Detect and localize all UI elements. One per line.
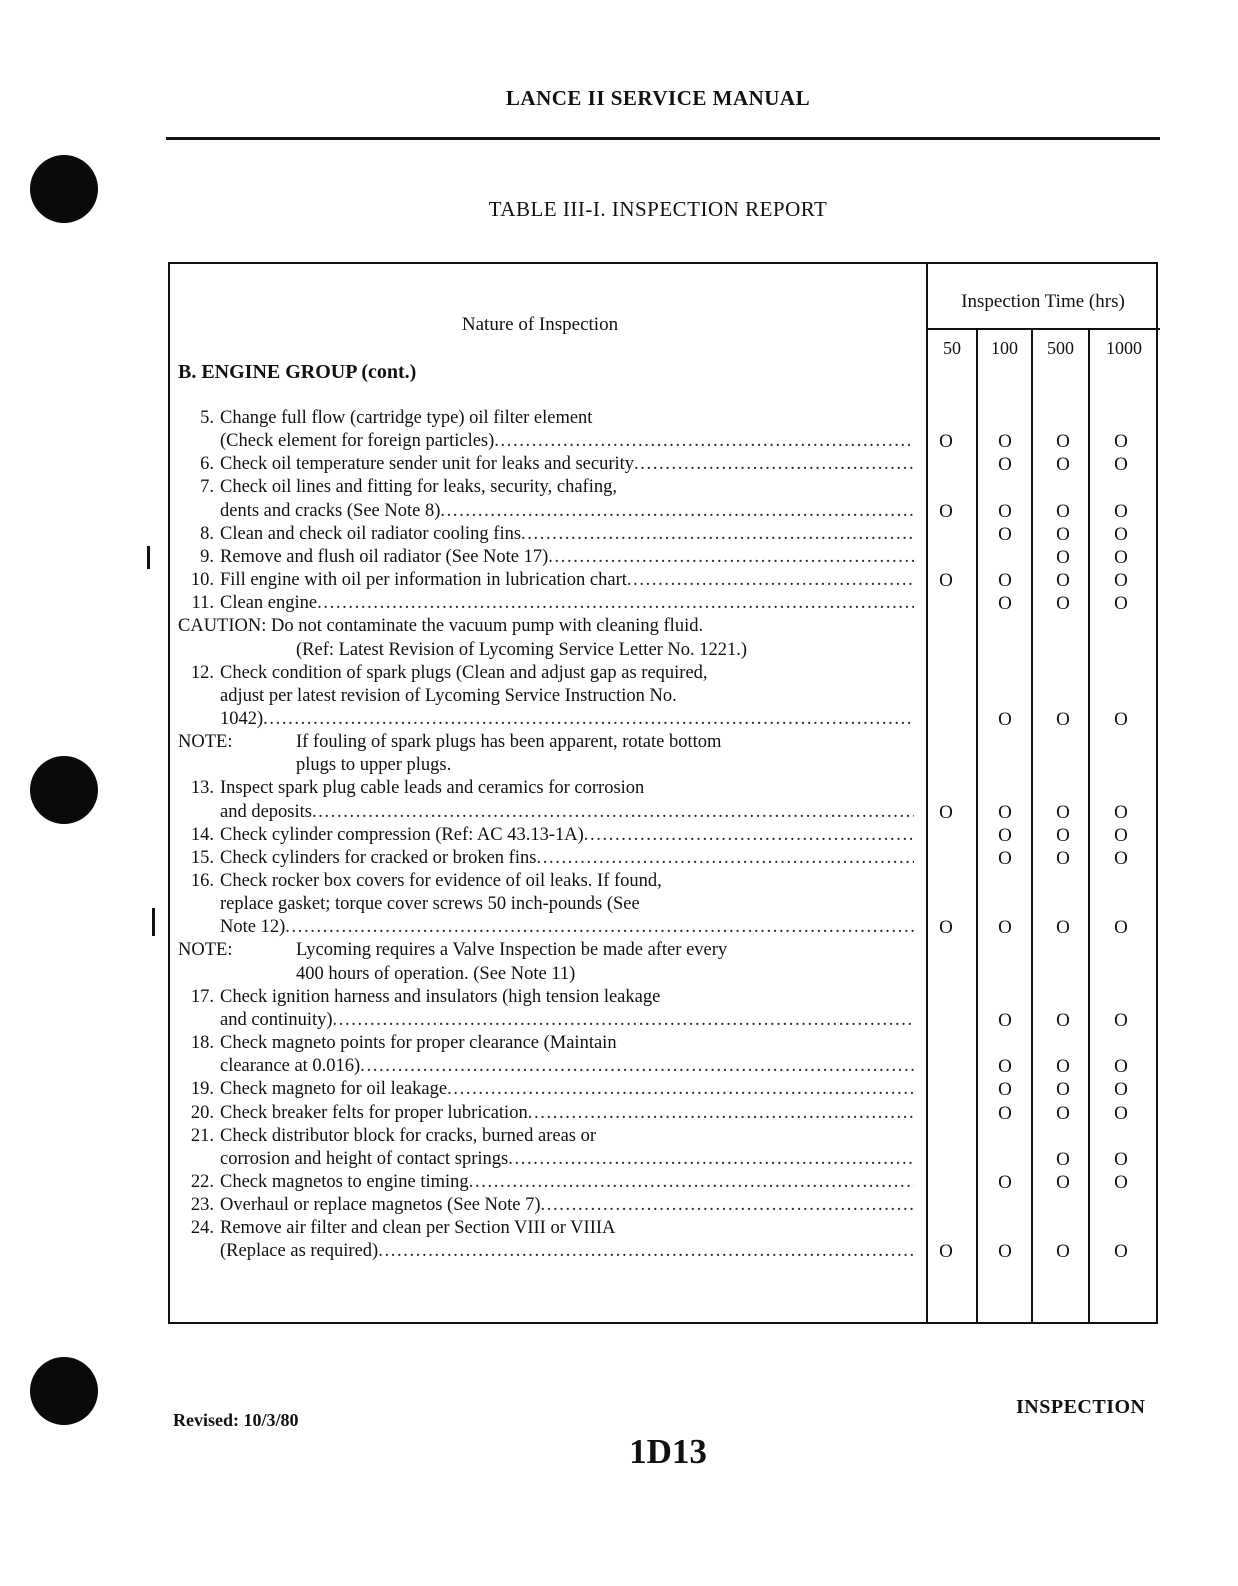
table-row	[0, 1078, 1238, 1101]
table-row	[0, 569, 1238, 592]
note-text: If fouling of spark plugs has been apparent, rotate bottom	[296, 732, 722, 752]
dot-leader	[378, 1240, 914, 1263]
item-number	[178, 500, 220, 523]
interval-mark-100: O	[998, 825, 1012, 846]
interval-mark-1000: O	[1114, 1010, 1128, 1031]
dot-leader	[584, 824, 914, 847]
interval-mark-100: O	[998, 848, 1012, 869]
note-label: NOTE:	[178, 940, 233, 960]
item-number: 24.	[190, 1218, 214, 1238]
table-row	[0, 893, 1238, 916]
section-name: INSPECTION	[1016, 1396, 1146, 1418]
table-row	[0, 407, 1238, 430]
interval-mark-100: O	[998, 1103, 1012, 1124]
inspection-item-text: and deposits	[220, 802, 312, 822]
interval-mark-1000: O	[1114, 1149, 1128, 1170]
table-row	[0, 523, 1238, 546]
inspection-item-text: Check magneto points for proper clearance (Maintain	[220, 1033, 617, 1053]
interval-mark-1000: O	[1114, 593, 1128, 614]
caution-text: (Ref: Latest Revision of Lycoming Service Letter No. 1221.)	[296, 640, 748, 660]
interval-mark-100: O	[998, 593, 1012, 614]
interval-mark-1000: O	[1114, 825, 1128, 846]
table-row	[0, 500, 1238, 523]
interval-mark-500: O	[1056, 825, 1070, 846]
inspection-item-text: Check magneto for oil leakage	[220, 1079, 448, 1099]
interval-mark-500: O	[1056, 1241, 1070, 1262]
table-row	[0, 1194, 1238, 1217]
item-number: 13.	[190, 778, 214, 798]
table-row	[0, 639, 1238, 662]
inspection-item-text: Remove air filter and clean per Section VIII or VIIIA	[220, 1218, 616, 1238]
dot-leader	[285, 916, 914, 939]
table-row	[0, 430, 1238, 453]
dot-leader	[634, 453, 914, 476]
inspection-item-text: (Replace as required)	[220, 1241, 379, 1261]
manual-title: LANCE II SERVICE MANUAL	[505, 86, 811, 110]
inspection-item-text: Change full flow (cartridge type) oil filter element	[220, 408, 593, 428]
item-number: 23.	[190, 1195, 214, 1215]
inspection-item-text: Check condition of spark plugs (Clean and adjust gap as required,	[220, 663, 708, 683]
item-number	[178, 801, 220, 824]
header-divider	[926, 328, 1160, 330]
table-row	[0, 1171, 1238, 1194]
table-row	[0, 708, 1238, 731]
interval-mark-100: O	[998, 1010, 1012, 1031]
dot-leader	[469, 1171, 914, 1194]
interval-mark-1000: O	[1114, 570, 1128, 591]
table-row	[0, 963, 1238, 986]
table-row	[0, 453, 1238, 476]
note-label: NOTE:	[178, 732, 233, 752]
interval-mark-500: O	[1056, 501, 1070, 522]
item-number: 7.	[200, 477, 214, 497]
interval-mark-50: O	[939, 917, 953, 938]
table-row	[0, 1125, 1238, 1148]
item-number	[178, 430, 220, 453]
dot-leader	[333, 1009, 914, 1032]
interval-mark-500: O	[1056, 1079, 1070, 1100]
inspection-time-header: Inspection Time (hrs)	[961, 291, 1125, 312]
interval-mark-500: O	[1056, 431, 1070, 452]
table-row	[0, 662, 1238, 685]
interval-mark-50: O	[939, 1241, 953, 1262]
note-text: 400 hours of operation. (See Note 11)	[296, 964, 576, 984]
interval-mark-50: O	[939, 431, 953, 452]
item-number: 10.	[190, 570, 214, 590]
revised-date: Revised: 10/3/80	[173, 1410, 299, 1430]
table-row	[0, 1055, 1238, 1078]
item-number: 5.	[200, 408, 214, 428]
item-number	[178, 1240, 220, 1263]
item-number	[178, 685, 220, 708]
inspection-item-text: replace gasket; torque cover screws 50 inch-pounds (See	[220, 894, 640, 914]
inspection-item-text: (Check element for foreign particles)	[220, 431, 495, 451]
interval-mark-100: O	[998, 431, 1012, 452]
interval-mark-500: O	[1056, 547, 1070, 568]
interval-mark-1000: O	[1114, 547, 1128, 568]
table-row	[0, 615, 1238, 638]
column-header-100: 100	[991, 338, 1018, 358]
item-number: 22.	[190, 1172, 214, 1192]
item-number: 17.	[190, 987, 214, 1007]
note-label	[178, 754, 296, 777]
table-row	[0, 1032, 1238, 1055]
note-text: plugs to upper plugs.	[296, 755, 452, 775]
interval-mark-100: O	[998, 1172, 1012, 1193]
table-row	[0, 476, 1238, 499]
column-header-500: 500	[1047, 338, 1074, 358]
interval-mark-50: O	[939, 501, 953, 522]
dot-leader	[494, 430, 914, 453]
inspection-item-text: Overhaul or replace magnetos (See Note 7)	[220, 1195, 541, 1215]
inspection-item-text: Check breaker felts for proper lubrication	[220, 1103, 528, 1123]
table-title: TABLE III-I. INSPECTION REPORT	[488, 197, 828, 221]
item-number: 8.	[200, 524, 214, 544]
inspection-item-text: Check distributor block for cracks, burned areas or	[220, 1126, 597, 1146]
interval-mark-100: O	[998, 570, 1012, 591]
interval-mark-500: O	[1056, 454, 1070, 475]
interval-mark-1000: O	[1114, 1241, 1128, 1262]
interval-mark-500: O	[1056, 848, 1070, 869]
binder-hole-bottom	[30, 1357, 98, 1425]
interval-mark-500: O	[1056, 1149, 1070, 1170]
nature-of-inspection-header: Nature of Inspection	[461, 314, 619, 335]
interval-mark-50: O	[939, 802, 953, 823]
item-number: 9.	[200, 547, 214, 567]
interval-mark-1000: O	[1114, 1079, 1128, 1100]
interval-mark-500: O	[1056, 1056, 1070, 1077]
interval-mark-100: O	[998, 454, 1012, 475]
dot-leader	[521, 523, 914, 546]
item-number: 20.	[190, 1103, 214, 1123]
inspection-item-text: Check cylinder compression (Ref: AC 43.13-1A)	[220, 825, 584, 845]
table-row	[0, 1217, 1238, 1240]
item-number: 11.	[191, 593, 214, 613]
interval-mark-1000: O	[1114, 848, 1128, 869]
item-number: 14.	[190, 825, 214, 845]
item-number: 6.	[200, 454, 214, 474]
interval-mark-100: O	[998, 1079, 1012, 1100]
dot-leader	[312, 801, 914, 824]
inspection-item-text: corrosion and height of contact springs	[220, 1149, 509, 1169]
item-number	[178, 893, 220, 916]
inspection-item-text: Inspect spark plug cable leads and ceramics for corrosion	[220, 778, 645, 798]
dot-leader	[317, 592, 914, 615]
inspection-item-text: 1042)	[220, 709, 264, 729]
interval-mark-1000: O	[1114, 454, 1128, 475]
interval-mark-1000: O	[1114, 917, 1128, 938]
interval-mark-100: O	[998, 1241, 1012, 1262]
dot-leader	[440, 500, 914, 523]
inspection-item-text: Clean and check oil radiator cooling fins	[220, 524, 522, 544]
interval-mark-100: O	[998, 501, 1012, 522]
item-number	[178, 1009, 220, 1032]
item-number: 19.	[190, 1079, 214, 1099]
dot-leader	[541, 1194, 914, 1217]
interval-mark-1000: O	[1114, 802, 1128, 823]
dot-leader	[360, 1055, 914, 1078]
inspection-item-text: Note 12)	[220, 917, 286, 937]
inspection-item-text: Check oil temperature sender unit for leaks and security	[220, 454, 635, 474]
interval-mark-100: O	[998, 709, 1012, 730]
interval-mark-1000: O	[1114, 1103, 1128, 1124]
inspection-item-text: dents and cracks (See Note 8)	[220, 501, 441, 521]
interval-mark-1000: O	[1114, 501, 1128, 522]
interval-mark-500: O	[1056, 709, 1070, 730]
table-row	[0, 1148, 1238, 1171]
inspection-item-text: Clean engine	[220, 593, 318, 613]
interval-mark-500: O	[1056, 917, 1070, 938]
inspection-item-text: Check cylinders for cracked or broken fins	[220, 848, 537, 868]
table-row	[0, 1240, 1238, 1263]
table-row	[0, 1009, 1238, 1032]
item-number: 12.	[190, 663, 214, 683]
table-row	[0, 546, 1238, 569]
page-code: 1D13	[629, 1432, 707, 1471]
interval-mark-100: O	[998, 1056, 1012, 1077]
table-row	[0, 939, 1238, 962]
table-row	[0, 685, 1238, 708]
note-label	[178, 963, 296, 986]
inspection-item-text: Check ignition harness and insulators (high tension leakage	[220, 987, 661, 1007]
table-row	[0, 916, 1238, 939]
table-row	[0, 986, 1238, 1009]
item-number	[178, 916, 220, 939]
interval-mark-500: O	[1056, 802, 1070, 823]
interval-mark-500: O	[1056, 570, 1070, 591]
inspection-item-text: Check rocker box covers for evidence of oil leaks. If found,	[220, 871, 662, 891]
dot-leader	[536, 847, 914, 870]
interval-mark-500: O	[1056, 1103, 1070, 1124]
dot-leader	[528, 1102, 914, 1125]
column-header-1000: 1000	[1106, 338, 1142, 358]
table-row	[0, 777, 1238, 800]
table-row	[0, 592, 1238, 615]
header-rule	[166, 137, 1160, 140]
dot-leader	[548, 546, 914, 569]
group-title: B. ENGINE GROUP (cont.)	[178, 361, 417, 383]
table-row	[0, 870, 1238, 893]
inspection-item-text: adjust per latest revision of Lycoming Service Instruction No.	[220, 686, 677, 706]
interval-mark-500: O	[1056, 1010, 1070, 1031]
inspection-item-text: Check oil lines and fitting for leaks, security, chafing,	[220, 477, 617, 497]
interval-mark-500: O	[1056, 593, 1070, 614]
item-number	[178, 1148, 220, 1171]
interval-mark-500: O	[1056, 1172, 1070, 1193]
caution-text: CAUTION: Do not contaminate the vacuum pump with cleaning fluid.	[178, 616, 704, 636]
interval-mark-100: O	[998, 917, 1012, 938]
item-number: 18.	[190, 1033, 214, 1053]
inspection-item-text: Fill engine with oil per information in lubrication chart	[220, 570, 627, 590]
interval-mark-1000: O	[1114, 1172, 1128, 1193]
interval-mark-100: O	[998, 524, 1012, 545]
inspection-item-text: clearance at 0.016)	[220, 1056, 361, 1076]
item-number	[178, 708, 220, 731]
item-number: 16.	[190, 871, 214, 891]
interval-mark-1000: O	[1114, 431, 1128, 452]
note-text: Lycoming requires a Valve Inspection be made after every	[296, 940, 728, 960]
item-number: 15.	[190, 848, 214, 868]
dot-leader	[627, 569, 914, 592]
interval-mark-100: O	[998, 802, 1012, 823]
table-row	[0, 1102, 1238, 1125]
column-header-50: 50	[943, 338, 961, 358]
dot-leader	[447, 1078, 914, 1101]
table-row	[0, 847, 1238, 870]
interval-mark-500: O	[1056, 524, 1070, 545]
dot-leader	[263, 708, 914, 731]
table-row	[0, 754, 1238, 777]
item-number: 21.	[190, 1126, 214, 1146]
dot-leader	[508, 1148, 914, 1171]
inspection-item-text: Remove and flush oil radiator (See Note 17)	[220, 547, 549, 567]
interval-mark-1000: O	[1114, 1056, 1128, 1077]
table-row	[0, 824, 1238, 847]
interval-mark-1000: O	[1114, 709, 1128, 730]
table-row	[0, 801, 1238, 824]
inspection-item-text: and continuity)	[220, 1010, 333, 1030]
inspection-item-text: Check magnetos to engine timing	[220, 1172, 469, 1192]
table-row	[0, 731, 1238, 754]
item-number	[178, 1055, 220, 1078]
interval-mark-50: O	[939, 570, 953, 591]
interval-mark-1000: O	[1114, 524, 1128, 545]
